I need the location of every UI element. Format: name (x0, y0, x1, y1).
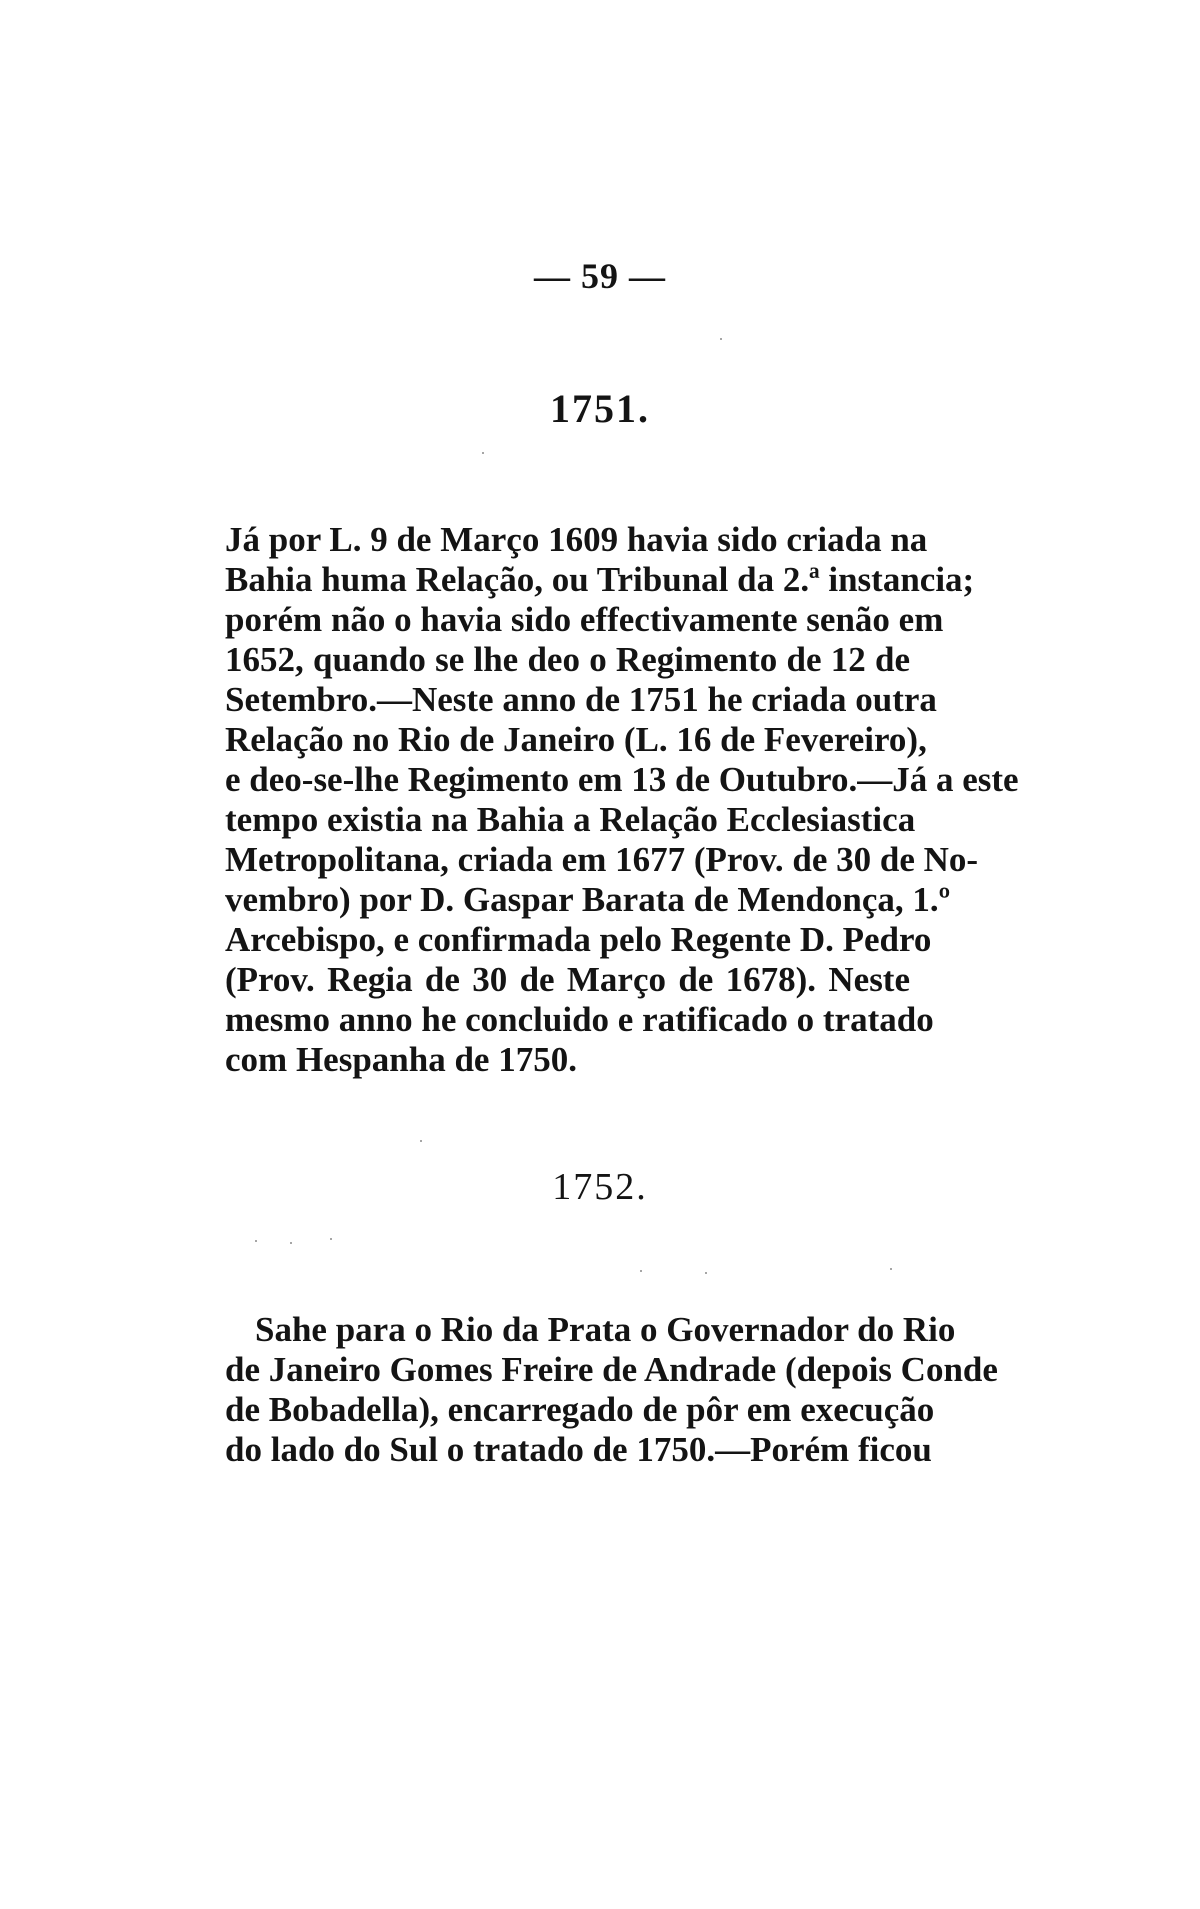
text-line: Metropolitana, criada em 1677 (Prov. de 30 de No- (225, 840, 979, 879)
scan-speck (705, 1272, 707, 1274)
text-line: com Hespanha de 1750. (225, 1040, 577, 1079)
text-line: mesmo anno he concluido e ratificado o tratado (225, 1000, 934, 1039)
scan-speck (255, 1240, 257, 1242)
text-line: (Prov. Regia de 30 de Março de 1678). Neste (225, 960, 910, 999)
scan-speck (482, 452, 484, 454)
text-line: 1652, quando se lhe deo o Regimento de 12 de (225, 640, 910, 679)
text-line: Sahe para o Rio da Prata o Governador do Rio (255, 1310, 956, 1349)
scan-speck (290, 1242, 292, 1244)
year-heading-1752: 1752. (552, 1166, 648, 1208)
text-line: vembro) por D. Gaspar Barata de Mendonça, 1.º (225, 880, 951, 919)
text-line: Bahia huma Relação, ou Tribunal da 2.ª instancia; (225, 560, 975, 599)
text-line: Arcebispo, e confirmada pelo Regente D. Pedro (225, 920, 932, 959)
scan-speck (420, 1140, 422, 1142)
scan-speck (330, 1238, 332, 1240)
text-line: de Janeiro Gomes Freire de Andrade (depois Conde (225, 1350, 998, 1389)
text-line: tempo existia na Bahia a Relação Ecclesiastica (225, 800, 916, 839)
text-line: Setembro.—Neste anno de 1751 he criada outra (225, 680, 937, 719)
text-line: de Bobadella), encarregado de pôr em execução (225, 1390, 935, 1429)
text-line: Já por L. 9 de Março 1609 havia sido criada na (225, 520, 928, 559)
text-line: do lado do Sul o tratado de 1750.—Porém ficou (225, 1430, 932, 1469)
paragraph-1752 (225, 1310, 998, 1470)
scan-speck (720, 338, 722, 340)
text-line: e deo-se-lhe Regimento em 13 de Outubro.—Já a este (225, 760, 1019, 799)
scan-speck (640, 1270, 642, 1272)
text-line: Relação no Rio de Janeiro (L. 16 de Fevereiro), (225, 720, 927, 759)
year-heading-1751: 1751. (550, 386, 650, 431)
paragraph-1751 (225, 520, 1019, 1080)
scan-speck (890, 1268, 892, 1270)
page-number: — 59 — (534, 256, 666, 296)
text-line: porém não o havia sido effectivamente senão em (225, 600, 944, 639)
